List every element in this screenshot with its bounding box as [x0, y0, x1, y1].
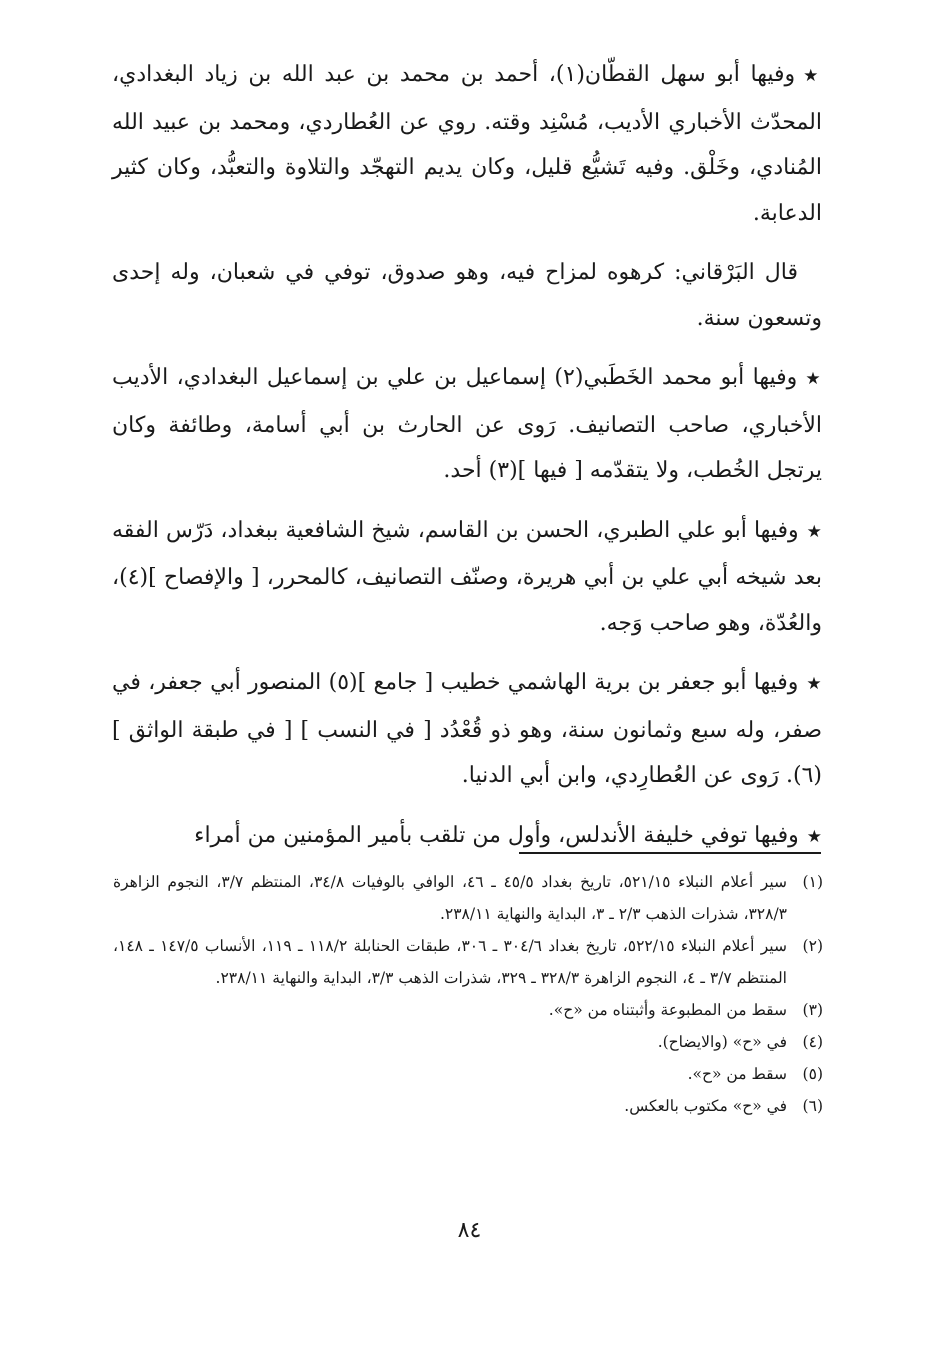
footnote-number: (٥) — [802, 1065, 823, 1083]
paragraph-1 — [112, 52, 822, 236]
paragraph-5 — [112, 660, 822, 799]
star-icon: ★ — [806, 674, 822, 694]
footnote-number: (٢) — [802, 937, 823, 955]
page-number: ٨٤ — [457, 1218, 482, 1243]
paragraph-text: قال البَرْقاني: كرهوه لمزاح فيه، وهو صدوق، توفي في شعبان، وله إحدى وتسعون سنة. — [112, 260, 822, 331]
footnote-text: في «ح» مكتوب بالعكس. — [624, 1097, 787, 1115]
footnote-4 — [113, 1026, 823, 1058]
paragraph-4 — [112, 508, 822, 647]
star-icon: ★ — [806, 521, 822, 542]
star-icon: ★ — [805, 369, 823, 389]
footnote-3 — [113, 994, 823, 1026]
footnote-number: (٣) — [802, 1001, 823, 1019]
footnote-number: (١) — [802, 873, 823, 891]
footnote-5 — [113, 1058, 823, 1090]
footnotes — [113, 866, 823, 1122]
star-icon: ★ — [803, 66, 823, 86]
paragraph-3 — [112, 355, 822, 494]
footnote-text: سير أعلام النبلاء ٥٢١/١٥، تاريخ بغداد ٤٥/٥ ـ ٤٦، الوافي بالوفيات ٣٤/٨، المنتظم ٣/٧، النجوم الزاهرة ٣٢٨/٣، شذرات الذهب ٢/٣ ـ ٣، البداية والنهاية ٢٣٨/١١. — [113, 873, 788, 923]
footnote-text: سقط من «ح». — [687, 1065, 787, 1083]
paragraph-text: وفيها توفي خليفة الأندلس، وأول من تلقب بأمير المؤمنين من أمراء — [194, 822, 799, 848]
paragraph-text: وفيها أبو سهل القطّان(١)، أحمد بن محمد بن عبد الله بن زياد البغدادي، المحدّث الأخباري الأديب، مُسْنِد وقته. روي عن العُطاردي، ومحمد بن عبيد الله المُنادي، وخَلْق. وفيه تَشيُّع قليل، وكان يديم التهجّد والتلاوة والتعبُّد، وكان كثير الدعابة. — [112, 62, 822, 226]
paragraph-text: وفيها أبو جعفر بن برية الهاشمي خطيب [ جامع ](٥) المنصور أبي جعفر، في صفر، وله سبع وثمانون سنة، وهو ذو قُعْدُد [ في النسب ] [ في طبقة الواثق ](٦). رَوى عن العُطارِدي، وابن أبي الدنيا. — [112, 670, 822, 788]
footnote-number: (٦) — [802, 1097, 823, 1115]
footnote-text: سقط من المطبوعة وأثبتناه من «ح». — [548, 1001, 787, 1019]
footnote-number: (٤) — [802, 1033, 823, 1051]
paragraph-text: وفيها أبو محمد الخَطَبي(٢) إسماعيل بن علي بن إسماعيل البغدادي، الأديب الأخباري، صاحب التصانيف. رَوى عن الحارث بن أبي أسامة، وطائفة وكان يرتجل الخُطب، ولا يتقدّمه [ فيها ](٣) أحد. — [112, 365, 822, 483]
star-icon: ★ — [806, 826, 822, 847]
footnote-1 — [113, 866, 823, 930]
footnote-6 — [113, 1090, 823, 1122]
main-text — [112, 52, 822, 874]
paragraph-2 — [112, 250, 822, 341]
footnote-text: في «ح» (والايضاح). — [657, 1033, 787, 1051]
footnote-divider — [519, 852, 821, 854]
footnote-text: سير أعلام النبلاء ٥٢٢/١٥، تاريخ بغداد ٣٠٤/٦ ـ ٣٠٦، طبقات الحنابلة ١١٨/٢ ـ ١١٩، الأنساب ١٤٧/٥ ـ ١٤٨، المنتظم ٣/٧ ـ ٤، النجوم الزاهرة ٣٢٨/٣ ـ ٣٢٩، شذرات الذهب ٣/٣، البداية والنهاية ٢٣٨/١١. — [113, 937, 787, 987]
footnote-2 — [113, 930, 823, 994]
paragraph-text: وفيها أبو علي الطبري، الحسن بن القاسم، شيخ الشافعية ببغداد، دَرّس الفقه بعد شيخه أبي علي بن أبي هريرة، وصنّف التصانيف، كالمحرر، [ والإفصاح ](٤)، والعُدّة، وهو صاحب وَجه. — [112, 517, 822, 636]
